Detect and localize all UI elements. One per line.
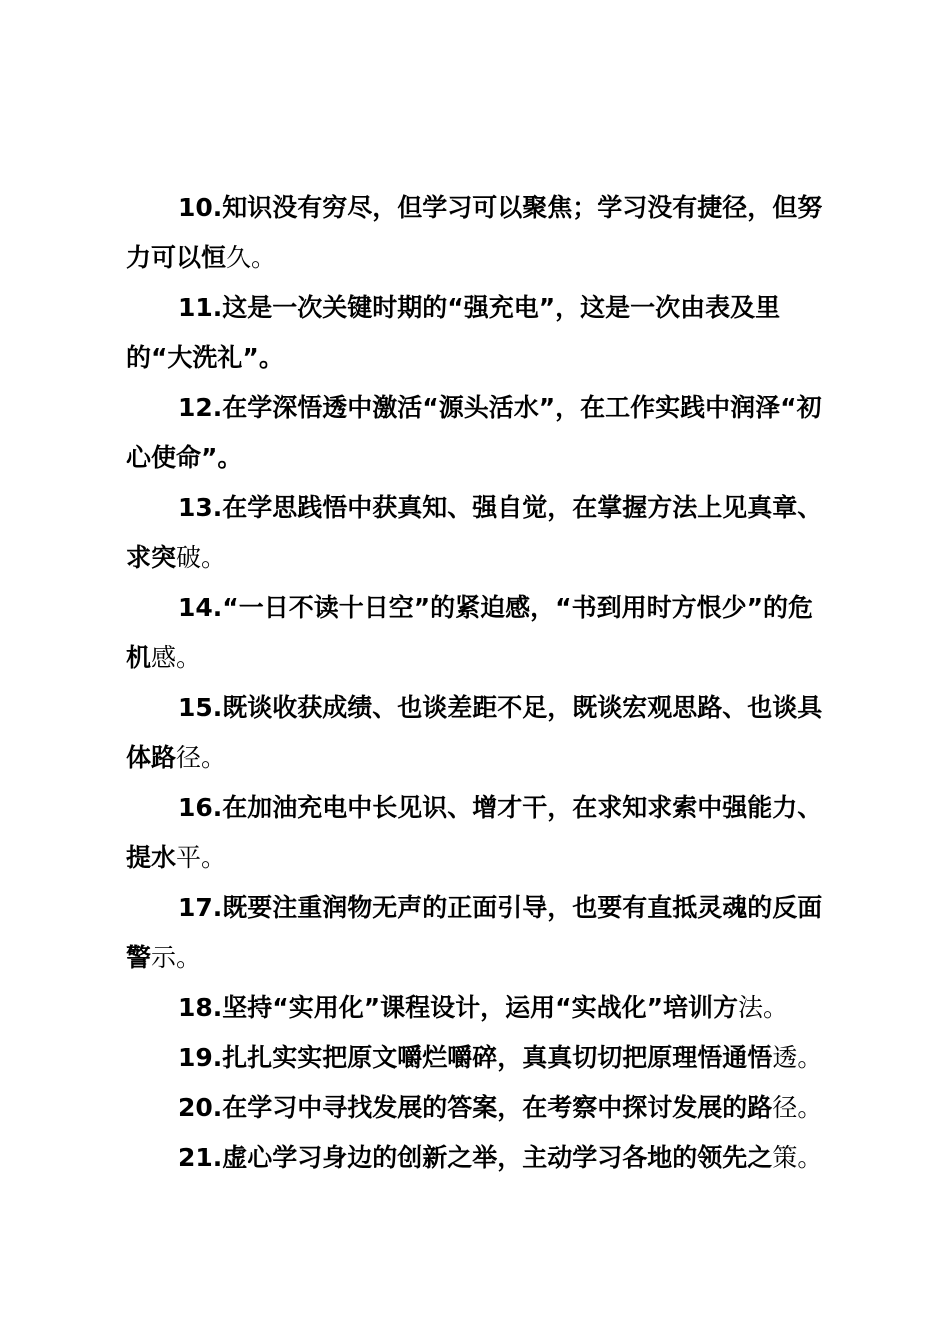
item-text-tail: 感。	[151, 643, 202, 672]
item-text: 这是一次关键时期的“强充电”，这是一次由表及里的“大洗礼”。	[126, 293, 781, 372]
item-number: 16.	[178, 793, 223, 822]
item-number: 18.	[178, 993, 223, 1022]
list-item	[126, 1033, 836, 1083]
item-text: 在学深悟透中激活“源头活水”，在工作实践中润泽“初心使命”。	[126, 393, 822, 472]
list-item	[126, 1083, 836, 1133]
list-item	[126, 1133, 836, 1183]
item-text-tail: 示。	[151, 943, 202, 972]
item-number: 17.	[178, 893, 223, 922]
item-text: 既谈收获成绩、也谈差距不足，既谈宏观思路、也谈具体路	[126, 693, 823, 772]
item-text-tail: 透。	[772, 1043, 823, 1072]
list-item	[126, 683, 836, 783]
item-text-tail: 策。	[772, 1143, 823, 1172]
item-number: 14.	[178, 593, 223, 622]
item-text-tail: 法。	[738, 993, 789, 1022]
item-text-tail: 久。	[226, 243, 277, 272]
item-text-tail: 径。	[176, 743, 227, 772]
list-item	[126, 183, 836, 283]
list-item	[126, 383, 836, 483]
item-text: 在加油充电中长见识、增才干，在求知求索中强能力、提水	[126, 793, 823, 872]
item-number: 11.	[178, 293, 223, 322]
list-item	[126, 883, 836, 983]
item-text: 在学习中寻找发展的答案，在考察中探讨发展的路	[222, 1093, 773, 1122]
list-item	[126, 483, 836, 583]
item-text: 知识没有穷尽，但学习可以聚焦；学习没有捷径，但努力可以恒	[126, 193, 823, 272]
item-text: 扎扎实实把原文嚼烂嚼碎，真真切切把原理悟通悟	[222, 1043, 773, 1072]
list-item	[126, 283, 836, 383]
list-item	[126, 983, 836, 1033]
item-number: 15.	[178, 693, 223, 722]
list-item	[126, 783, 836, 883]
item-number: 20.	[178, 1093, 223, 1122]
numbered-list	[126, 183, 836, 1183]
item-text: 坚持“实用化”课程设计，运用“实战化”培训方	[222, 993, 739, 1022]
item-text: 虚心学习身边的创新之举，主动学习各地的领先之	[222, 1143, 773, 1172]
item-number: 13.	[178, 493, 223, 522]
item-text-tail: 径。	[772, 1093, 823, 1122]
item-number: 19.	[178, 1043, 223, 1072]
item-text: 在学思践悟中获真知、强自觉，在掌握方法上见真章、求突	[126, 493, 823, 572]
item-text-tail: 平。	[176, 843, 227, 872]
item-number: 12.	[178, 393, 223, 422]
item-text: 既要注重润物无声的正面引导，也要有直抵灵魂的反面警	[126, 893, 823, 972]
item-number: 10.	[178, 193, 223, 222]
list-item	[126, 583, 836, 683]
item-text-tail: 破。	[176, 543, 227, 572]
item-text: “一日不读十日空”的紧迫感，“书到用时方恨少”的危机	[126, 593, 814, 672]
item-number: 21.	[178, 1143, 223, 1172]
